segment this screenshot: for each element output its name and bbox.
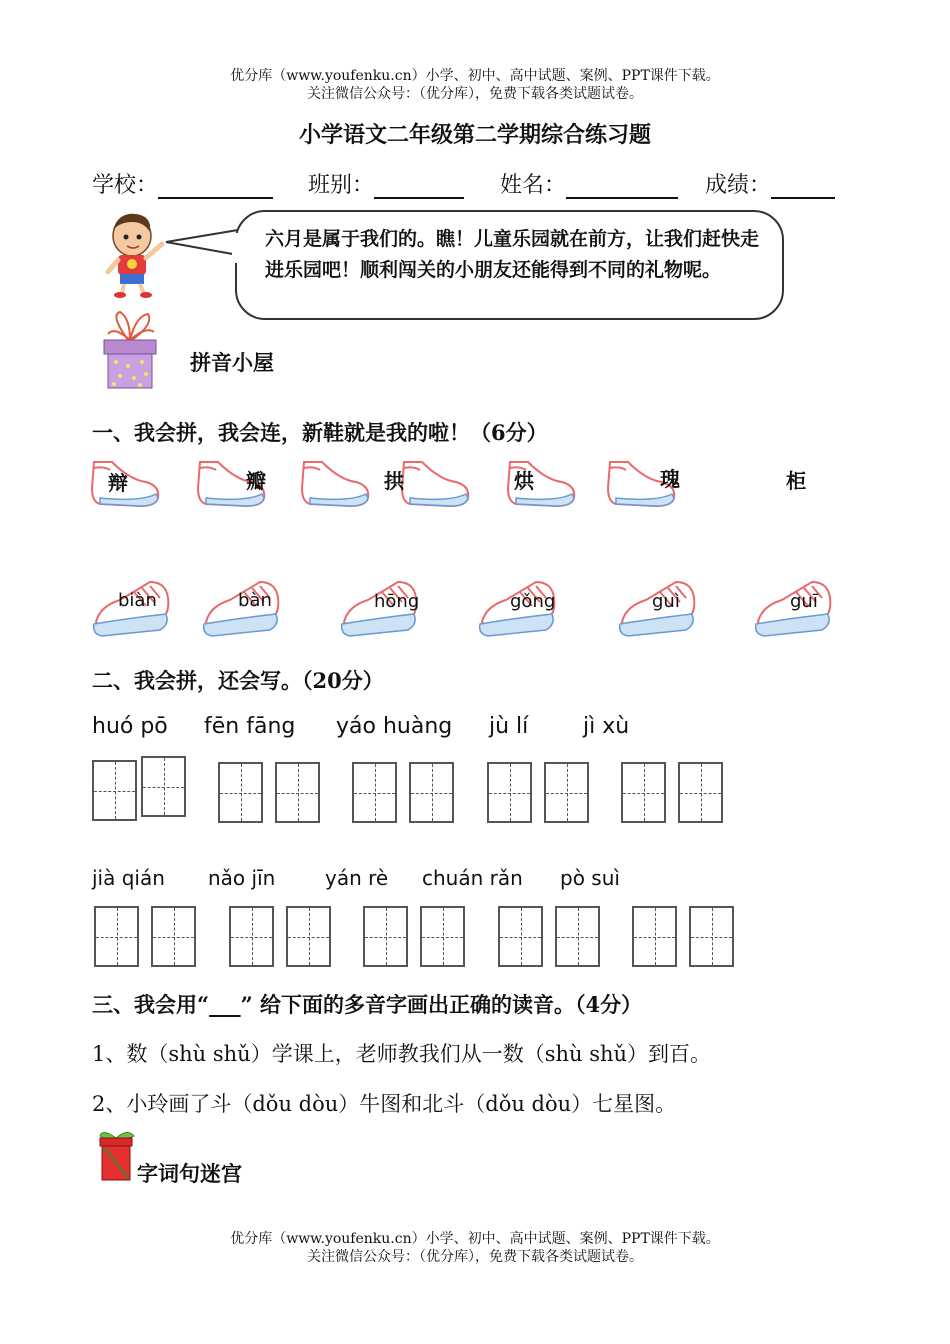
intro-text: 六月是属于我们的。瞧！儿童乐园就在前方，让我们赶快走进乐园吧！顺利闯关的小朋友还能得到不同的礼物呢。 (265, 228, 760, 281)
q3-title: 三、我会用“___” 给下面的多音字画出正确的读音。（4分） (92, 992, 643, 1017)
name-field[interactable] (566, 173, 678, 199)
q3-line-1: 1、数（shù shǔ）学课上，老师教我们从一数（shù shǔ）到百。 (92, 1042, 712, 1066)
writing-box[interactable] (689, 906, 734, 967)
info-class (308, 168, 464, 199)
writing-box[interactable] (420, 906, 465, 967)
q1-char[interactable]: 拱 (384, 469, 404, 493)
gift-box-icon (100, 310, 160, 390)
bubble-tail-icon (160, 225, 240, 265)
footer-line-2: 关注微信公众号：（优分库），免费下载各类试题试卷。 (307, 1249, 643, 1265)
writing-box[interactable] (487, 762, 532, 823)
writing-box[interactable] (286, 906, 331, 967)
section-words-title: 字词句迷宫 (137, 1161, 242, 1186)
q1-pinyin[interactable]: biàn (118, 590, 157, 611)
q2-pinyin: pò suì (560, 866, 620, 890)
writing-box[interactable] (544, 762, 589, 823)
writing-box[interactable] (409, 762, 454, 823)
q1-title: 一、我会拼，我会连，新鞋就是我的啦！（6分） (92, 420, 548, 445)
score-field[interactable] (771, 173, 835, 199)
name-label: 姓名： (500, 173, 567, 198)
writing-box[interactable] (275, 762, 320, 823)
page-title: 小学语文二年级第二学期综合练习题 (298, 122, 651, 148)
class-field[interactable] (374, 173, 464, 199)
info-school (92, 168, 273, 199)
q1-pinyin[interactable]: guì (652, 591, 680, 612)
writing-box[interactable] (92, 760, 137, 821)
q2-pinyin: huó pō (92, 714, 168, 739)
q2-pinyin: yán rè (325, 866, 389, 890)
q1-char[interactable]: 瓣 (246, 469, 266, 493)
writing-box[interactable] (498, 906, 543, 967)
q2-pinyin: jì xù (583, 714, 630, 739)
footer-line-1: 优分库（www.youfenku.cn）小学、初中、高中试题、案例、PPT课件下载。 (230, 1231, 720, 1247)
shoe-icon (300, 458, 374, 510)
writing-box[interactable] (632, 906, 677, 967)
school-field[interactable] (158, 173, 273, 199)
writing-box[interactable] (678, 762, 723, 823)
q1-pinyin[interactable]: guī (790, 591, 818, 612)
writing-box[interactable] (621, 762, 666, 823)
class-label: 班别： (308, 173, 375, 198)
writing-box[interactable] (141, 756, 186, 817)
header-line-2: 关注微信公众号：（优分库），免费下载各类试题试卷。 (307, 86, 643, 102)
red-gift-icon (96, 1128, 138, 1182)
q2-pinyin: jià qián (92, 866, 165, 890)
score-label: 成绩： (705, 173, 772, 198)
writing-box[interactable] (363, 906, 408, 967)
q2-pinyin: jù lí (489, 714, 529, 739)
writing-box[interactable] (218, 762, 263, 823)
q2-pinyin: nǎo jīn (208, 866, 276, 890)
q1-char[interactable]: 瑰 (660, 467, 680, 491)
writing-box[interactable] (94, 906, 139, 967)
q1-pinyin[interactable]: bàn (238, 590, 272, 611)
boy-illustration-icon (98, 208, 168, 298)
bubble-tail-cover-icon (232, 233, 240, 263)
writing-box[interactable] (151, 906, 196, 967)
q1-char[interactable]: 烘 (514, 469, 534, 493)
header-line-1: 优分库（www.youfenku.cn）小学、初中、高中试题、案例、PPT课件下载。 (230, 68, 720, 84)
shoe-icon (400, 458, 474, 510)
writing-box[interactable] (229, 906, 274, 967)
writing-box[interactable] (352, 762, 397, 823)
q2-pinyin: chuán rǎn (422, 866, 523, 890)
q2-pinyin: fēn fāng (204, 714, 296, 739)
q3-line-2: 2、小玲画了斗（dǒu dòu）牛图和北斗（dǒu dòu）七星图。 (92, 1092, 677, 1116)
q1-pinyin[interactable]: gǒng (510, 591, 556, 612)
writing-box[interactable] (555, 906, 600, 967)
section-pinyin-title: 拼音小屋 (190, 350, 274, 375)
q2-pinyin: yáo huàng (336, 714, 453, 739)
info-name (500, 168, 678, 199)
info-score (705, 168, 835, 199)
school-label: 学校： (92, 173, 159, 198)
q1-char[interactable]: 辩 (108, 471, 128, 495)
q1-pinyin[interactable]: hōng (374, 591, 420, 612)
q2-title: 二、我会拼，还会写。（20分） (92, 668, 384, 693)
q1-char[interactable]: 柜 (786, 469, 806, 493)
